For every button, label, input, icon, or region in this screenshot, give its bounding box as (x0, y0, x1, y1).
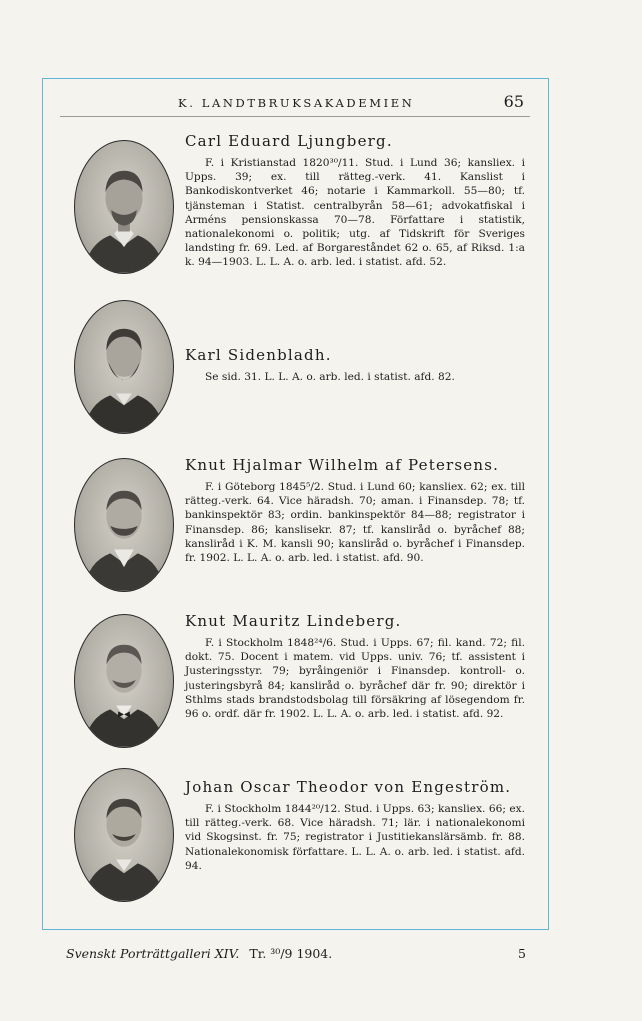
portrait-image (74, 458, 174, 592)
biography-text: F. i Stockholm 1844²⁰/12. Stud. i Upps. 63; kansliex. 66; ex. till rätteg.-verk. 68. Vice häradsh. 71; lär. i nationalekonomi vid Skogsinst. fr. 75; registrator i Justitiekanslärsämb. fr. 88. Nationalekonomisk författare. L. L. A. o. arb. led. i statist. afd. 94. (185, 803, 525, 872)
person-name: Knut Mauritz Lindeberg. (185, 612, 402, 630)
biography-text: F. i Stockholm 1848²⁴/6. Stud. i Upps. 67; fil. kand. 72; fil. dokt. 75. Docent i matem. vid Upps. univ. 76; tf. assistent i Justeringsstyr. 79; byråingeniör i Finansdep. kontroll- o. justeringsbyrå 84; kansliråd o. byråchef där fr. 90; direktör i Sthlms stads brandstodsbolag till försäkring af lösegendom fr. 96 o. ordf. där fr. 1902. L. L. A. o. arb. led. i statist. afd. 92. (185, 637, 525, 721)
person-name: Carl Eduard Ljungberg. (185, 132, 393, 150)
page-footer (66, 946, 526, 961)
biography-text: Se sid. 31. L. L. A. o. arb. led. i statist. afd. 82. (205, 371, 455, 383)
person-name: Knut Hjalmar Wilhelm af Petersens. (185, 456, 500, 474)
page-number: 65 (503, 92, 524, 111)
footer-print-date: Tr. ³⁰/9 1904. (249, 946, 333, 961)
biography-text: F. i Kristianstad 1820³⁰/11. Stud. i Lund 36; kansliex. i Upps. 39; ex. till rätteg.-verk. 41. Kanslist i Bankodiskontverket 46; notarie i Kammarkoll. 55—80; tf. tjänsteman i Statist. centralbyrån 58—61; advokatfiskal i Arméns pensionskassa 70—78. Författare i statistik, nationalekonomi o. politik; utg. af Tidskrift för Sveriges landsting fr. 69. Led. af Borgareståndet 62 o. 65, af Riksd. 1:a k. 94—1903. L. L. A. o. arb. led. i statist. afd. 52. (185, 157, 525, 269)
person-name: Karl Sidenbladh. (185, 346, 332, 364)
footer-publication: Svenskt Porträttgalleri XIV. (66, 946, 240, 961)
footer-signature: 5 (518, 946, 526, 961)
portrait-image (74, 140, 174, 274)
portrait-image (74, 768, 174, 902)
running-title: K. LANDTBRUKSAKADEMIEN (178, 96, 415, 110)
person-name: Johan Oscar Theodor von Engeström. (185, 778, 512, 796)
running-head (60, 92, 530, 117)
portrait-image (74, 614, 174, 748)
portrait-image (74, 300, 174, 434)
biography-text: F. i Göteborg 1845⁵/2. Stud. i Lund 60; kansliex. 62; ex. till rätteg.-verk. 64. Vice häradsh. 70; aman. i Finansdep. 78; tf. bankinspektör 83; ordin. bankinspektör 84—88; registrator i Finansdep. 86; kanslisekr. 87; tf. kansliråd o. byråchef 88; kansliråd i K. M. kansli 90; kansliråd o. byråchef i Finansdep. fr. 1902. L. L. A. o. arb. led. i statist. afd. 90. (185, 481, 525, 565)
